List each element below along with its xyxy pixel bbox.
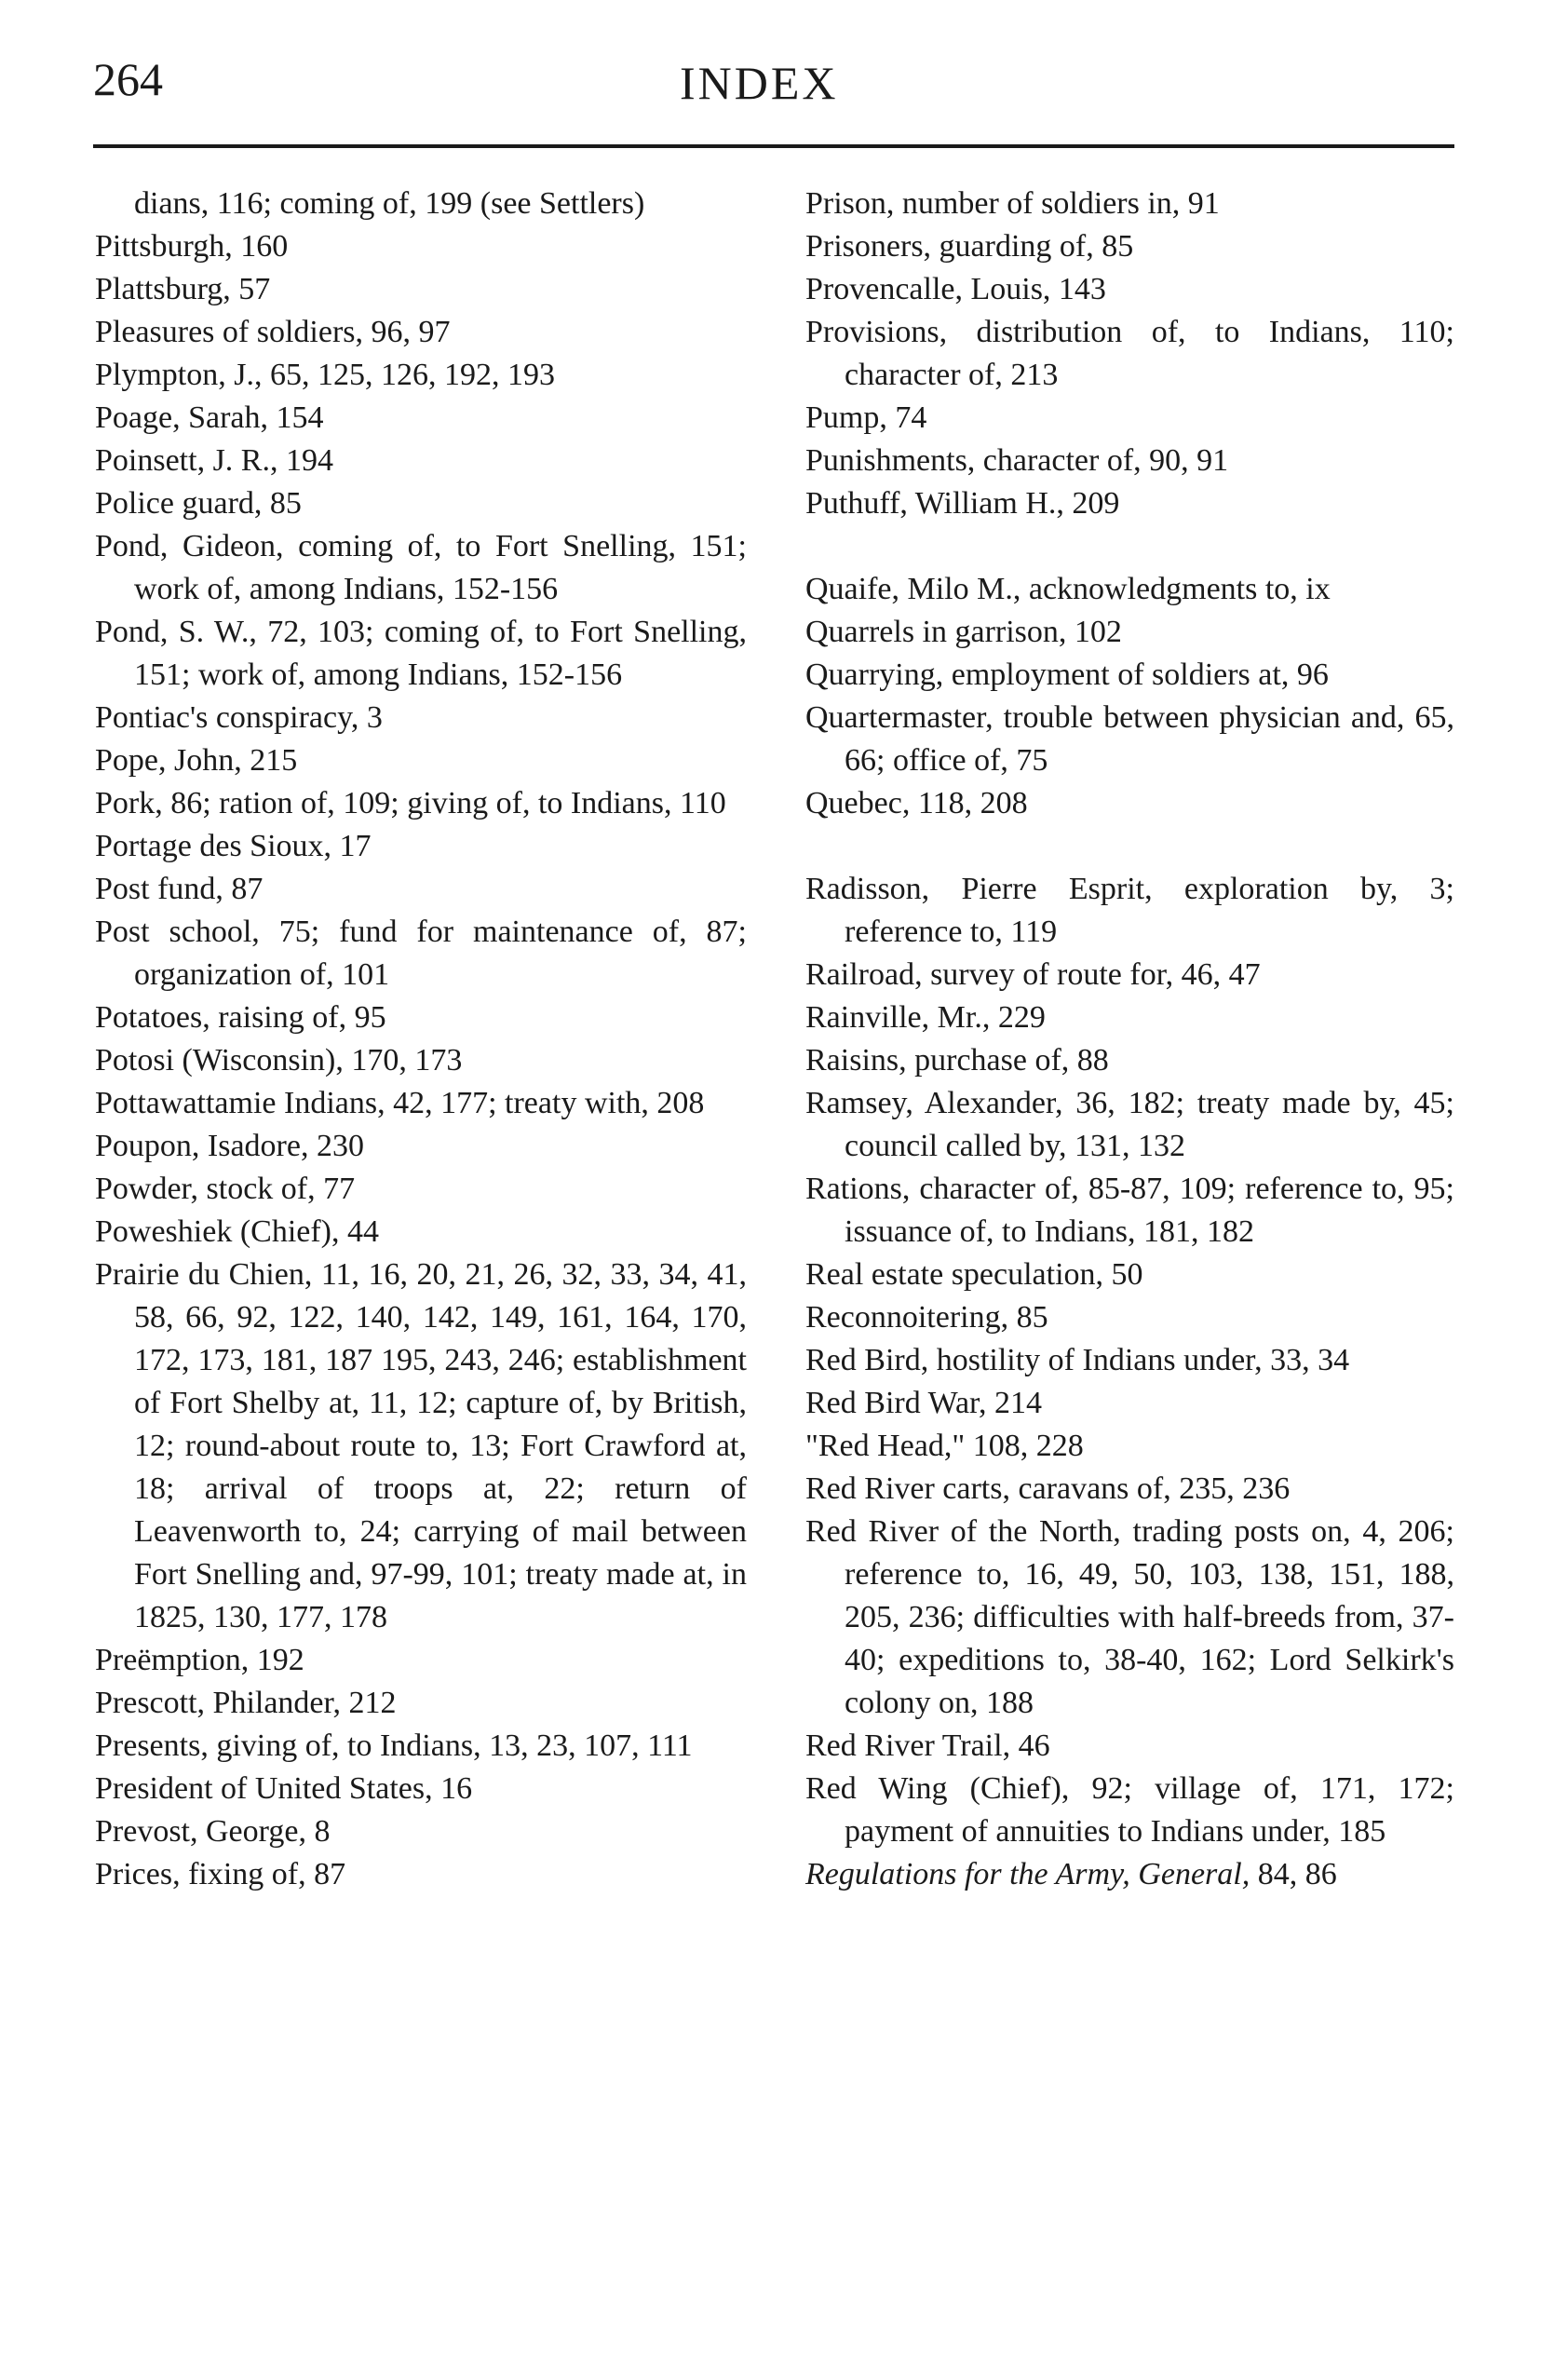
index-entry: Red Bird War, 214 [805, 1386, 1043, 1420]
entry-italic-title: Regulations for the Army, General, [805, 1857, 1250, 1891]
index-entry [805, 1853, 1454, 1896]
index-entry: Railroad, survey of route for, 46, 47 [805, 957, 1261, 992]
index-entry: Post fund, 87 [95, 872, 264, 906]
index-entry: Poupon, Isadore, 230 [95, 1129, 364, 1163]
index-entry: Pond, S. W., 72, 103; coming of, to Fort Snelling, 151; work of, among Indians, 152-156 [95, 615, 747, 692]
index-entry: Rations, character of, 85-87, 109; reference to, 95; issuance of, to Indians, 181, 182 [805, 1172, 1454, 1249]
index-entry: Plympton, J., 65, 125, 126, 192, 193 [95, 358, 555, 392]
index-entry: Police guard, 85 [95, 486, 302, 521]
index-entry: Red River of the North, trading posts on, 4, 206; reference to, 16, 49, 50, 103, 138, 151, 188, 205, 236; difficulties with half-breeds from, 37-40; expeditions to, 38-40, 162; Lord Selkirk's colony on, 188 [805, 1514, 1454, 1720]
index-entry: Poweshiek (Chief), 44 [95, 1214, 380, 1249]
index-entry: Pleasures of soldiers, 96, 97 [95, 315, 451, 349]
index-entry: President of United States, 16 [95, 1771, 473, 1806]
index-entry: Prisoners, guarding of, 85 [805, 229, 1134, 264]
index-entry: Reconnoitering, 85 [805, 1300, 1048, 1335]
page-header [93, 52, 1453, 117]
index-entry: Pond, Gideon, coming of, to Fort Snelling, 151; work of, among Indians, 152-156 [95, 529, 747, 606]
index-entry: Red River carts, caravans of, 235, 236 [805, 1471, 1291, 1506]
index-entry: Raisins, purchase of, 88 [805, 1043, 1109, 1078]
header-rule [93, 144, 1454, 148]
index-entry: Pittsburgh, 160 [95, 229, 289, 264]
page-number: 264 [93, 53, 163, 105]
running-title: INDEX [680, 57, 839, 109]
index-column-right [805, 183, 1454, 1896]
index-entry: Presents, giving of, to Indians, 13, 23, 107, 111 [95, 1728, 693, 1763]
index-entry: Potatoes, raising of, 95 [95, 1000, 386, 1035]
index-entry: Radisson, Pierre Esprit, exploration by, 3; reference to, 119 [805, 872, 1454, 949]
index-entry: Pork, 86; ration of, 109; giving of, to Indians, 110 [95, 786, 726, 820]
index-entry: Preëmption, 192 [95, 1643, 304, 1677]
index-entry: "Red Head," 108, 228 [805, 1429, 1084, 1463]
index-entry: Pottawattamie Indians, 42, 177; treaty with, 208 [95, 1086, 705, 1120]
index-entry: Prairie du Chien, 11, 16, 20, 21, 26, 32, 33, 34, 41, 58, 66, 92, 122, 140, 142, 149, 161, 164, 170, 172, 173, 181, 187 195, 243, 246; establishment of Fort Shelby at, 11, 12; capture of, by British, 12; round-about route to, 13; Fort Crawford at, 18; arrival of troops at, 22; return of Leavenworth to, 24; carrying of mail between Fort Snelling and, 97-99, 101; treaty made at, in 1825, 130, 177, 178 [95, 1257, 747, 1634]
index-entry: Red Bird, hostility of Indians under, 33, 34 [805, 1343, 1350, 1377]
index-entry: Potosi (Wisconsin), 170, 173 [95, 1043, 463, 1078]
index-entry: Punishments, character of, 90, 91 [805, 443, 1229, 478]
index-entry: Provencalle, Louis, 143 [805, 272, 1106, 306]
index-entry: Pontiac's conspiracy, 3 [95, 700, 383, 735]
index-entry: Pope, John, 215 [95, 743, 298, 778]
section-gap [805, 825, 1454, 868]
index-entry: Plattsburg, 57 [95, 272, 271, 306]
entry-pages: 84, 86 [1250, 1857, 1337, 1891]
index-entry: Post school, 75; fund for maintenance of, 87; organization of, 101 [95, 915, 747, 992]
index-entry: Red Wing (Chief), 92; village of, 171, 172; payment of annuities to Indians under, 185 [805, 1771, 1454, 1849]
section-gap [805, 525, 1454, 568]
index-entry: Red River Trail, 46 [805, 1728, 1050, 1763]
index-entry: Quarrying, employment of soldiers at, 96 [805, 657, 1329, 692]
index-entry: Prescott, Philander, 212 [95, 1686, 397, 1720]
index-column-left [95, 183, 747, 1896]
index-entry: Pump, 74 [805, 400, 927, 435]
index-entry: Puthuff, William H., 209 [805, 486, 1120, 521]
index-entry: dians, 116; coming of, 199 (see Settlers) [134, 186, 645, 221]
index-entry: Quarrels in garrison, 102 [805, 615, 1122, 649]
index-entry: Portage des Sioux, 17 [95, 829, 372, 863]
index-entry: Poinsett, J. R., 194 [95, 443, 333, 478]
index-entry: Real estate speculation, 50 [805, 1257, 1143, 1292]
index-entry: Rainville, Mr., 229 [805, 1000, 1046, 1035]
index-entry: Provisions, distribution of, to Indians, 110; character of, 213 [805, 315, 1454, 392]
index-entry: Powder, stock of, 77 [95, 1172, 356, 1206]
index-entry: Poage, Sarah, 154 [95, 400, 324, 435]
index-entry: Quebec, 118, 208 [805, 786, 1028, 820]
index-entry: Prices, fixing of, 87 [95, 1857, 346, 1891]
index-entry: Prevost, George, 8 [95, 1814, 331, 1849]
index-entry: Ramsey, Alexander, 36, 182; treaty made by, 45; council called by, 131, 132 [805, 1086, 1454, 1163]
index-entry: Quaife, Milo M., acknowledgments to, ix [805, 572, 1331, 606]
index-entry: Quartermaster, trouble between physician and, 65, 66; office of, 75 [805, 700, 1454, 778]
index-entry: Prison, number of soldiers in, 91 [805, 186, 1220, 221]
